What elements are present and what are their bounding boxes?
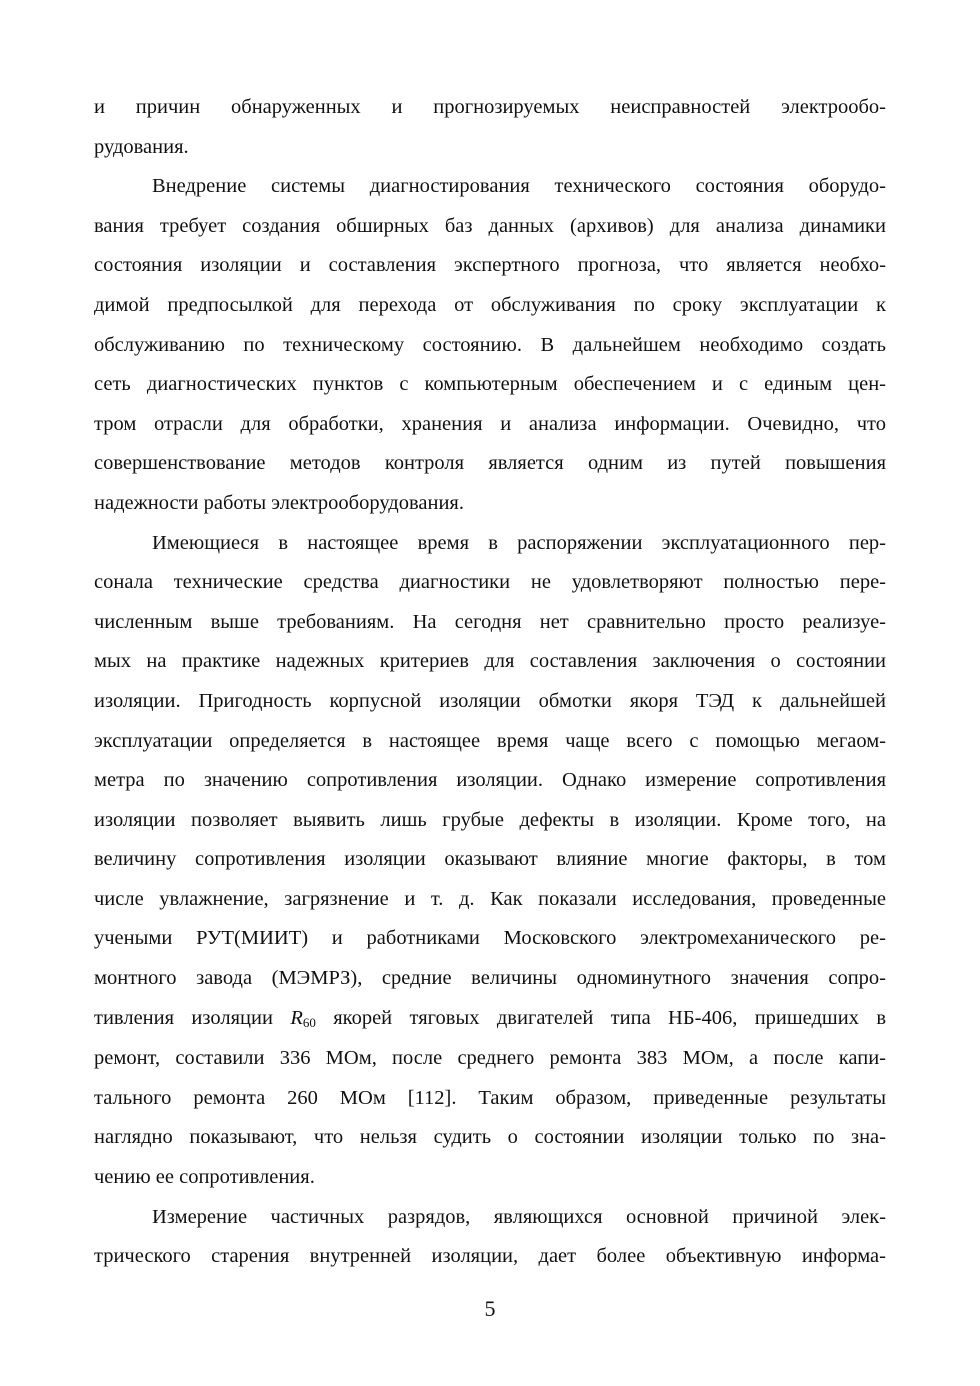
paragraph-2 [94, 167, 886, 523]
resistance-symbol: R [290, 1006, 303, 1029]
text-line: ремонт, составили 336 МОм, после среднего ремонта 383 МОм, а после капи- [94, 1047, 886, 1070]
text-line: мых на практике надежных критериев для составления заключения о состоянии [94, 650, 886, 673]
text-line: чению ее сопротивления. [94, 1166, 315, 1189]
text-fragment: якорей тяговых двигателей типа НБ-406, пришедших в [315, 1006, 887, 1029]
text-line: тром отрасли для обработки, хранения и анализа информации. Очевидно, что [94, 412, 886, 435]
paragraph-3 [94, 524, 886, 1198]
text-line: монтного завода (МЭМРЗ), средние величины одноминутного значения сопро- [94, 967, 886, 990]
text-line: и причин обнаруженных и прогнозируемых неисправностей электрообо- [94, 96, 886, 118]
text-line: обслуживанию по техническому состоянию. В дальнейшем необходимо создать [94, 333, 886, 356]
text-line: состояния изоляции и составления экспертного прогноза, что является необхо- [94, 254, 886, 277]
page-number: 5 [484, 1296, 496, 1321]
text-line: тального ремонта 260 МОм [112]. Таким образом, приведенные результаты [94, 1086, 886, 1109]
text-line-indented: Измерение частичных разрядов, являющихся основной причиной элек- [152, 1205, 886, 1228]
text-line: трического старения внутренней изоляции, дает более объективную информа- [94, 1245, 886, 1268]
paragraph-1 [94, 88, 886, 167]
text-line: вания требует создания обширных баз данных (архивов) для анализа динамики [94, 214, 886, 237]
resistance-subscript: 60 [302, 1014, 316, 1030]
text-line: метра по значению сопротивления изоляции. Однако измерение сопротивления [94, 769, 886, 792]
text-line: величину сопротивления изоляции оказывают влияние многие факторы, в том [94, 848, 886, 871]
text-line: численным выше требованиям. На сегодня нет сравнительно просто реализуе- [94, 610, 886, 633]
text-line: надежности работы электрооборудования. [94, 491, 464, 514]
text-line: рудования. [94, 135, 189, 158]
paragraph-4 [94, 1198, 886, 1277]
text-line: сонала технические средства диагностики не удовлетворяют полностью пере- [94, 571, 886, 594]
document-page [94, 88, 886, 1277]
text-line: совершенствование методов контроля является одним из путей повышения [94, 452, 886, 475]
text-line: изоляции. Пригодность корпусной изоляции обмотки якоря ТЭД к дальнейшей [94, 689, 886, 712]
text-line-with-formula [94, 999, 886, 1040]
text-line-indented: Внедрение системы диагностирования технического состояния оборудо- [152, 175, 886, 198]
text-line-indented: Имеющиеся в настоящее время в распоряжении эксплуатационного пер- [152, 531, 886, 554]
text-line: сеть диагностических пунктов с компьютерным обеспечением и с единым цен- [94, 373, 886, 396]
text-fragment: тивления изоляции [94, 1006, 291, 1029]
text-line: эксплуатации определяется в настоящее время чаще всего с помощью мегаом- [94, 729, 886, 752]
text-line: изоляции позволяет выявить лишь грубые дефекты в изоляции. Кроме того, на [94, 808, 886, 831]
text-line: наглядно показывают, что нельзя судить о состоянии изоляции только по зна- [94, 1126, 886, 1149]
text-line: димой предпосылкой для перехода от обслуживания по сроку эксплуатации к [94, 293, 886, 316]
text-line: учеными РУТ(МИИТ) и работниками Московского электромеханического ре- [94, 927, 886, 950]
text-line: числе увлажнение, загрязнение и т. д. Как показали исследования, проведенные [94, 887, 886, 910]
